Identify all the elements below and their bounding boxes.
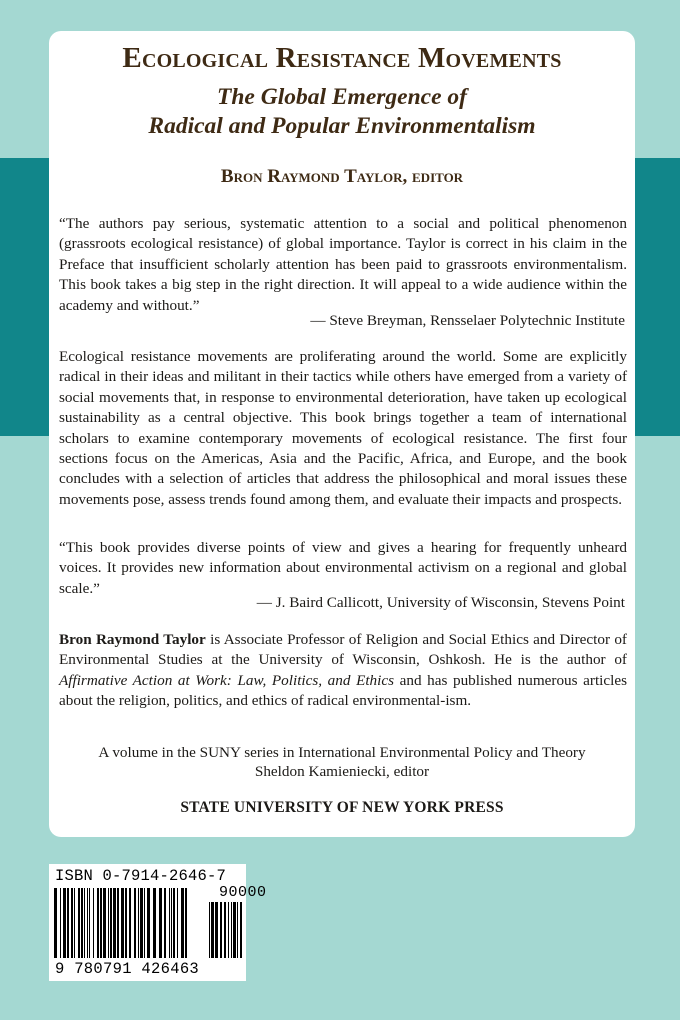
barcode-stripe xyxy=(89,888,90,958)
barcode-stripe xyxy=(147,888,150,958)
barcode-stripe xyxy=(121,888,124,958)
author-name: Bron Raymond Taylor xyxy=(59,631,206,648)
barcode-stripe xyxy=(81,888,83,958)
series-line-1: A volume in the SUNY series in International Environmental Policy and Theory xyxy=(98,744,586,761)
barcode-stripe xyxy=(240,902,242,958)
barcode-stripe xyxy=(171,888,172,958)
barcode-stripe xyxy=(228,902,229,958)
barcode-stripe xyxy=(224,902,226,958)
author-bio-text-1: is Associate Professor of Religion and Social Ethics and Director of Environmental Studies at the University of Wisconsin, Oshkosh. He is the author of xyxy=(59,631,627,669)
subtitle-line-1: The Global Emergence of xyxy=(217,84,467,110)
barcode-stripe xyxy=(134,888,136,958)
barcode-stripe xyxy=(84,888,85,958)
editor-credit: Bron Raymond Taylor, editor xyxy=(220,166,464,187)
subtitle-line-2: Radical and Popular Environmentalism xyxy=(148,113,536,139)
barcode-stripe xyxy=(177,888,178,958)
barcode-stripe xyxy=(78,888,80,958)
barcode-stripe xyxy=(181,888,184,958)
book-title: Ecological Resistance Movements xyxy=(122,42,562,74)
endorsement-attribution-1: — Steve Breyman, Rensselaer Polytechnic Institute xyxy=(310,312,625,329)
barcode-stripe xyxy=(144,888,145,958)
barcode-stripe xyxy=(87,888,88,958)
endorsement-quote-2: “This book provides diverse points of view and gives a hearing for frequently unheard voices. It provides new information about environmental activism on a regional and global scale.” xyxy=(59,539,627,597)
barcode-stripe xyxy=(220,902,222,958)
publisher-name: STATE UNIVERSITY OF NEW YORK PRESS xyxy=(180,799,504,816)
barcode-stripe xyxy=(215,902,218,958)
barcode-stripe xyxy=(129,888,131,958)
barcode-stripe xyxy=(140,888,143,958)
series-editor: Sheldon Kamieniecki, editor xyxy=(254,763,430,780)
author-book-title: Affirmative Action at Work: Law, Politics, and Ethics xyxy=(59,671,395,689)
barcode-stripe xyxy=(159,888,162,958)
barcode-stripe xyxy=(233,902,236,958)
barcode-stripe xyxy=(117,888,119,958)
barcode-stripe xyxy=(113,888,116,958)
back-cover-card xyxy=(49,31,635,837)
barcode-stripe xyxy=(63,888,66,958)
barcode-stripe xyxy=(185,888,187,958)
barcode-stripe xyxy=(209,902,210,958)
barcode-stripe xyxy=(93,888,94,958)
barcode-stripe xyxy=(108,888,109,958)
barcode-stripe xyxy=(173,888,175,958)
endorsement-quote-1: “The authors pay serious, systematic attention to a social and political phenomenon (grassroots ecological resistance) of global importance. Taylor is correct in his claim in the Preface that insufficient scholarly attention has been paid to grassroots environmentalism. This book takes a big step in the right direction. It will appeal to a wide audience within the academy and without.” xyxy=(59,215,627,314)
barcode-stripe xyxy=(100,888,102,958)
barcode-stripe xyxy=(125,888,127,958)
endorsement-attribution-2: — J. Baird Callicott, University of Wisconsin, Stevens Point xyxy=(256,594,625,611)
barcode-stripe xyxy=(110,888,112,958)
barcode-stripe xyxy=(60,888,61,958)
barcode-stripe xyxy=(237,902,238,958)
book-description: Ecological resistance movements are proliferating around the world. Some are explicitly radical in their ideas and militant in their tactics while others have emerged from a variety of social movements that, in response to environmental deterioration, have taken up ecological sustainability as a central objective. This book brings together a team of international scholars to examine contemporary movements of ecological resistance. The first four sections focus on the Americas, Asia and the Pacific, Africa, and Europe, and the book concludes with a selection of articles that address the philosophical and moral issues these movements pose, assess trends found among them, and evaluate their impacts and prospects. xyxy=(59,348,627,508)
author-bio-text-2: and has published numerous articles about the religion, politics, and ethics of radical environmental-ism. xyxy=(59,671,627,710)
barcode-label xyxy=(49,864,267,981)
barcode-stripe xyxy=(153,888,156,958)
barcode-stripe xyxy=(211,902,214,958)
barcode-stripe xyxy=(231,902,232,958)
barcode-stripe xyxy=(97,888,99,958)
barcode-stripe xyxy=(74,888,75,958)
book-subtitle xyxy=(49,83,635,141)
price-code: 90000 xyxy=(219,884,267,901)
barcode-stripe xyxy=(103,888,106,958)
barcode-stripe xyxy=(169,888,170,958)
author-bio xyxy=(59,630,627,712)
barcode-stripe xyxy=(164,888,166,958)
barcode-stripe xyxy=(54,888,57,958)
barcode-stripe xyxy=(138,888,139,958)
ean-number: 9 780791 426463 xyxy=(55,960,200,978)
barcode-stripe xyxy=(67,888,69,958)
barcode-stripe xyxy=(71,888,73,958)
isbn-number: ISBN 0-7914-2646-7 xyxy=(55,867,227,885)
